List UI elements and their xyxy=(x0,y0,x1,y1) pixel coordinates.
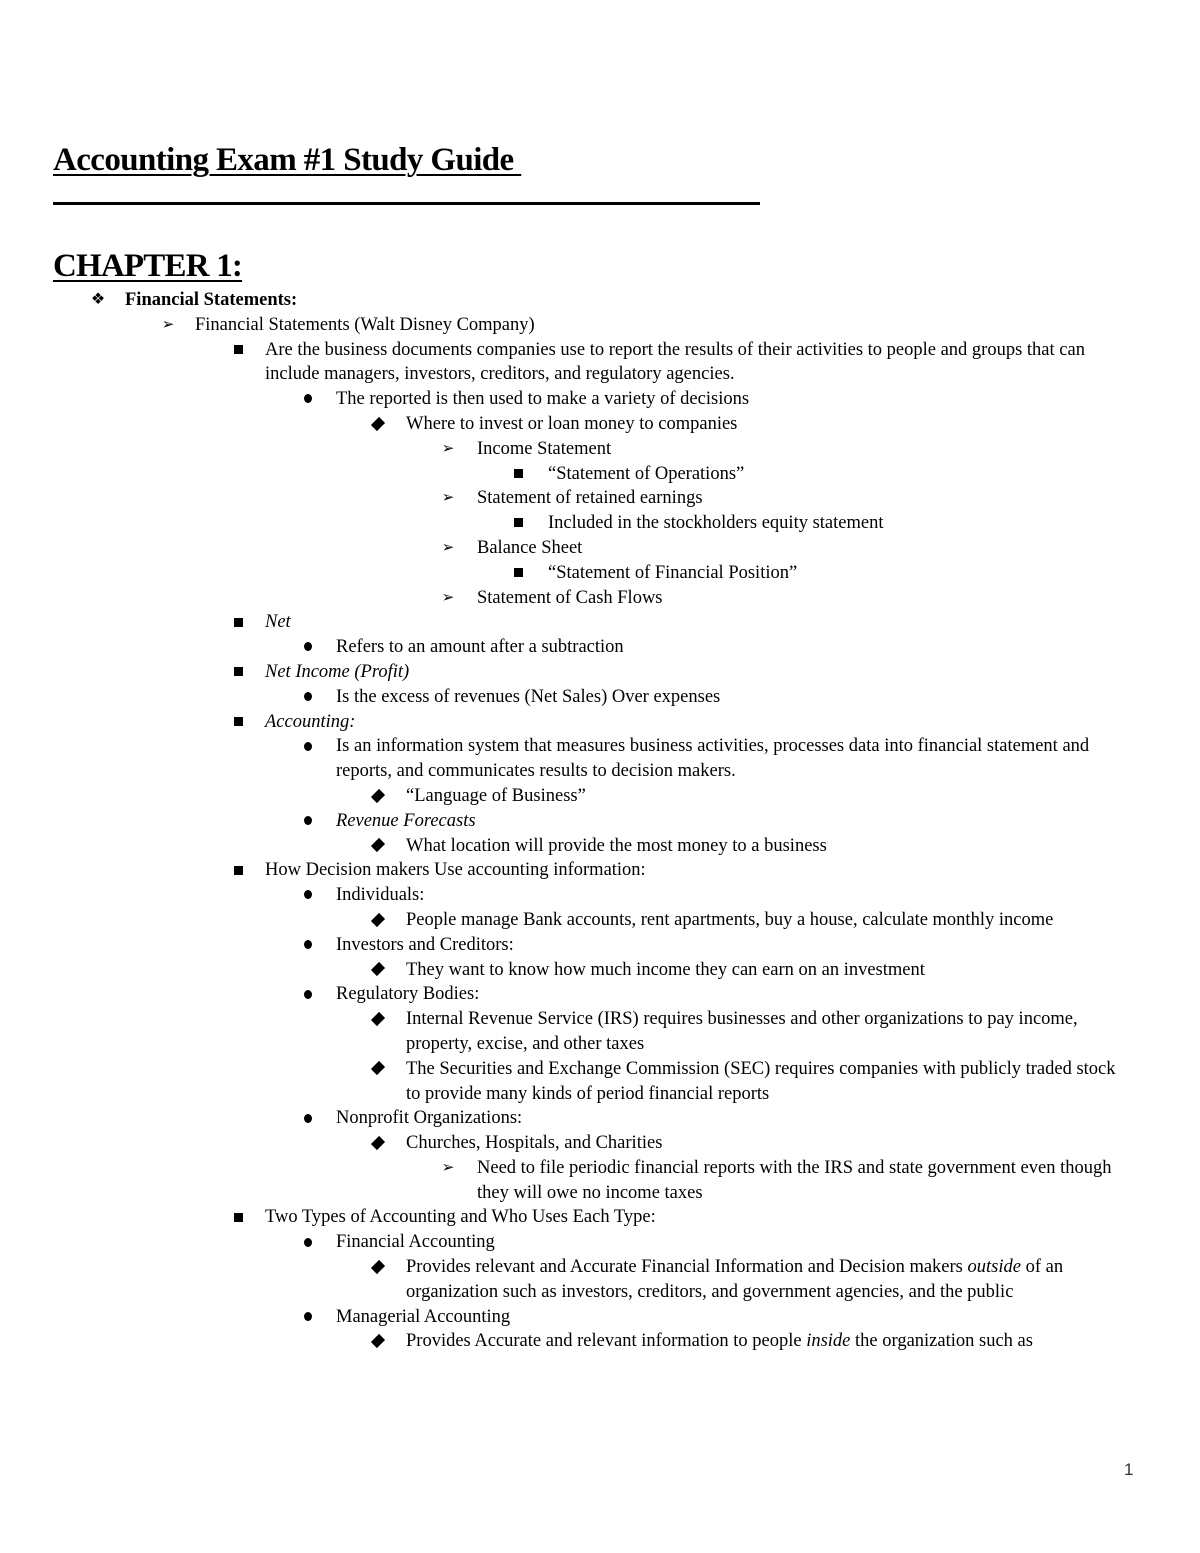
square-bullet-icon xyxy=(234,866,243,875)
section-label: Financial Statements: xyxy=(125,290,298,310)
outline-item xyxy=(0,1057,1200,1107)
bullet-marker xyxy=(368,908,388,933)
outline-item xyxy=(0,586,1200,611)
bullet-marker xyxy=(228,660,248,685)
outline-item xyxy=(0,437,1200,462)
outline-item-text xyxy=(125,288,1200,313)
square-bullet-icon xyxy=(234,618,243,627)
bullet-marker xyxy=(368,1057,388,1082)
outline-item xyxy=(0,734,1200,784)
square-bullet-icon xyxy=(234,345,243,354)
square-bullet-icon xyxy=(514,469,523,478)
diamond-bullet-icon xyxy=(371,838,385,852)
body-text: Nonprofit Organizations: xyxy=(336,1108,523,1129)
outline-item xyxy=(0,486,1200,511)
bullet-marker xyxy=(298,1305,318,1330)
body-text: Income Statement xyxy=(477,438,612,459)
body-text: People manage Bank accounts, rent apartments, buy a house, calculate monthly income xyxy=(406,909,1054,930)
body-text: The reported is then used to make a variety of decisions xyxy=(336,389,750,410)
bullet-marker xyxy=(368,1329,388,1354)
round-bullet-icon xyxy=(304,394,312,403)
bullet-marker xyxy=(368,784,388,809)
outline-item-text xyxy=(406,908,1128,933)
bullet-marker xyxy=(88,288,108,314)
bullet-marker xyxy=(368,1255,388,1280)
body-text: They want to know how much income they can earn on an investment xyxy=(406,959,925,980)
outline-item xyxy=(0,610,1200,635)
bullet-marker xyxy=(368,834,388,859)
outline-item xyxy=(0,685,1200,710)
body-text: Churches, Hospitals, and Charities xyxy=(406,1133,663,1154)
outline-item xyxy=(0,536,1200,561)
outline-item xyxy=(0,412,1200,437)
outline-item xyxy=(0,1156,1200,1206)
bullet-marker xyxy=(228,610,248,635)
bullet-marker xyxy=(228,338,248,363)
outline-item-text xyxy=(477,536,1120,561)
arrow-bullet-icon: ➢ xyxy=(441,440,455,457)
diamond-bullet-icon xyxy=(371,962,385,976)
body-text: Investors and Creditors: xyxy=(336,934,514,955)
outline-item xyxy=(0,982,1200,1007)
bullet-marker xyxy=(298,933,318,958)
outline-item-text xyxy=(195,313,1200,338)
outline-item-text xyxy=(336,734,1100,784)
chapter-heading: CHAPTER 1: xyxy=(53,248,243,284)
round-bullet-icon xyxy=(304,742,312,751)
diamond-bullet-icon xyxy=(371,1061,385,1075)
body-text: Balance Sheet xyxy=(477,537,583,558)
round-bullet-icon xyxy=(304,1238,312,1247)
outline-item xyxy=(0,958,1200,983)
diamond-bullet-icon xyxy=(371,1260,385,1274)
emphasis-text: Revenue Forecasts xyxy=(336,810,476,831)
bullet-marker xyxy=(298,982,318,1007)
square-bullet-icon xyxy=(234,1213,243,1222)
outline-item-text xyxy=(336,387,1100,412)
outline-item-text xyxy=(336,635,1100,660)
body-text: of an organization such as investors, creditors, and government agencies, and the public xyxy=(406,1257,1064,1302)
body-text: What location will provide the most money to a business xyxy=(406,835,827,856)
bullet-marker xyxy=(298,635,318,660)
arrow-bullet-icon: ➢ xyxy=(161,316,175,333)
diamond-bullet-icon xyxy=(371,417,385,431)
bullet-marker xyxy=(228,710,248,735)
arrow-bullet-icon: ➢ xyxy=(441,539,455,556)
emphasis-text: Accounting: xyxy=(265,711,356,732)
outline-item xyxy=(0,784,1200,809)
document-title: Accounting Exam #1 Study Guide xyxy=(53,142,522,178)
outline-item-text xyxy=(265,338,1100,388)
bullet-marker xyxy=(368,1131,388,1156)
body-text: Internal Revenue Service (IRS) requires businesses and other organizations to pay income, property, excise, and other taxes xyxy=(406,1009,1078,1054)
bullet-marker xyxy=(438,536,458,562)
outline-item-text xyxy=(265,610,1100,635)
title-divider xyxy=(53,202,760,205)
outline-item xyxy=(0,1106,1200,1131)
bullet-marker xyxy=(368,1007,388,1032)
bullet-marker xyxy=(228,1205,248,1230)
body-text: How Decision makers Use accounting information: xyxy=(265,860,646,881)
outline-item-text xyxy=(336,809,1100,834)
body-text: Provides Accurate and relevant information to people xyxy=(406,1331,807,1352)
bullet-marker xyxy=(298,883,318,908)
body-text: Where to invest or loan money to companies xyxy=(406,413,738,434)
outline-item xyxy=(0,1007,1200,1057)
outline-item-text xyxy=(477,486,1120,511)
body-text: Is the excess of revenues (Net Sales) Over expenses xyxy=(336,686,721,707)
outline-item-text xyxy=(406,834,1128,859)
outline-item xyxy=(0,834,1200,859)
outline-item xyxy=(0,1205,1200,1230)
square-bullet-icon xyxy=(234,667,243,676)
outline-item xyxy=(0,1305,1200,1330)
outline-item xyxy=(0,561,1200,586)
bullet-marker xyxy=(298,809,318,834)
body-text: Financial Statements (Walt Disney Company) xyxy=(195,314,535,335)
diamond-bullet-icon xyxy=(371,1012,385,1026)
round-bullet-icon xyxy=(304,816,312,825)
bullet-marker xyxy=(508,462,528,487)
round-bullet-icon xyxy=(304,940,312,949)
outline-list xyxy=(0,288,1200,1354)
outline-item-text xyxy=(406,1131,1128,1156)
bullet-marker xyxy=(438,586,458,612)
round-bullet-icon xyxy=(304,1114,312,1123)
bullet-marker xyxy=(438,437,458,463)
round-bullet-icon xyxy=(304,692,312,701)
body-text: Are the business documents companies use to report the results of their activities to people and groups that can include managers, investors, creditors, and regulatory agencies. xyxy=(265,339,1085,385)
outline-item xyxy=(0,635,1200,660)
outline-item xyxy=(0,660,1200,685)
bullet-marker xyxy=(298,685,318,710)
bullet-marker xyxy=(508,561,528,586)
bullet-marker xyxy=(508,511,528,536)
diamond-bullet-icon xyxy=(371,1136,385,1150)
outline-item-text xyxy=(406,958,1128,983)
outline-item-text xyxy=(548,511,1200,536)
outline-item xyxy=(0,462,1200,487)
round-bullet-icon xyxy=(304,890,312,899)
outline-item-text xyxy=(336,933,1100,958)
outline-item-text xyxy=(477,1156,1120,1206)
outline-item-text xyxy=(336,883,1100,908)
outline-item xyxy=(0,1255,1200,1305)
outline-item xyxy=(0,313,1200,338)
outline-item-text xyxy=(265,660,1100,685)
square-bullet-icon xyxy=(514,568,523,577)
outline-item-text xyxy=(406,1007,1128,1057)
outline-item-text xyxy=(406,1255,1128,1305)
outline-item xyxy=(0,908,1200,933)
emphasis-text: Net xyxy=(265,612,291,633)
outline-item xyxy=(0,288,1200,313)
outline-item-text xyxy=(548,462,1200,487)
bullet-marker xyxy=(298,1230,318,1255)
outline-item xyxy=(0,858,1200,883)
outline-item-text xyxy=(406,1057,1128,1107)
outline-item-text xyxy=(265,1205,1100,1230)
arrow-bullet-icon: ➢ xyxy=(441,589,455,606)
outline-item-text xyxy=(477,437,1120,462)
square-bullet-icon xyxy=(234,717,243,726)
diamond-bullet-icon xyxy=(371,913,385,927)
diamond-bullet-icon xyxy=(371,1334,385,1348)
body-text: Need to file periodic financial reports with the IRS and state government even though they will owe no income taxes xyxy=(477,1157,1112,1203)
outline-item xyxy=(0,1329,1200,1354)
arrow-bullet-icon: ➢ xyxy=(441,490,455,507)
round-bullet-icon xyxy=(304,642,312,651)
emphasis-text: Net Income (Profit) xyxy=(265,661,410,682)
outline-item-text xyxy=(548,561,1200,586)
bullet-marker xyxy=(298,1106,318,1131)
outline-item xyxy=(0,1131,1200,1156)
outline-item xyxy=(0,710,1200,735)
body-text: Statement of Cash Flows xyxy=(477,587,663,608)
body-text: The Securities and Exchange Commission (SEC) requires companies with publicly traded stock to provide many kinds of period financial reports xyxy=(406,1058,1116,1104)
outline-item xyxy=(0,511,1200,536)
body-text: Individuals: xyxy=(336,885,425,906)
outline-item-text xyxy=(265,710,1100,735)
body-text: Managerial Accounting xyxy=(336,1306,511,1327)
outline-item xyxy=(0,883,1200,908)
body-text: Included in the stockholders equity statement xyxy=(548,513,884,534)
bullet-marker xyxy=(368,958,388,983)
outline-item-text xyxy=(406,412,1128,437)
bullet-marker xyxy=(228,858,248,883)
body-text: Financial Accounting xyxy=(336,1232,495,1253)
outline-item xyxy=(0,933,1200,958)
outline-item xyxy=(0,1230,1200,1255)
body-text: Statement of retained earnings xyxy=(477,488,703,509)
body-text: “Statement of Financial Position” xyxy=(548,562,798,583)
page-number: 1 xyxy=(1124,1460,1134,1479)
emphasis-text: inside xyxy=(806,1331,851,1352)
diamond-bullet-icon xyxy=(371,789,385,803)
bullet-marker xyxy=(298,734,318,759)
four-diamond-bullet-icon: ❖ xyxy=(90,291,106,308)
arrow-bullet-icon: ➢ xyxy=(441,1159,455,1176)
outline-item-text xyxy=(477,586,1120,611)
body-text: the organization such as xyxy=(850,1331,1033,1352)
outline-item xyxy=(0,387,1200,412)
bullet-marker xyxy=(438,486,458,512)
body-text: Is an information system that measures business activities, processes data into financial statement and reports, and communicates results to decision makers. xyxy=(336,736,1090,782)
outline-item-text xyxy=(406,784,1128,809)
bullet-marker xyxy=(298,387,318,412)
body-text: “Language of Business” xyxy=(406,785,586,806)
outline-item-text xyxy=(406,1329,1128,1354)
bullet-marker xyxy=(158,313,178,339)
bullet-marker xyxy=(368,412,388,437)
body-text: Refers to an amount after a subtraction xyxy=(336,637,624,658)
outline-item-text xyxy=(336,1106,1100,1131)
body-text: Regulatory Bodies: xyxy=(336,984,480,1005)
round-bullet-icon xyxy=(304,1312,312,1321)
body-text: “Statement of Operations” xyxy=(548,463,745,484)
outline-item xyxy=(0,809,1200,834)
outline-item xyxy=(0,338,1200,388)
outline-item-text xyxy=(336,1230,1100,1255)
body-text: Provides relevant and Accurate Financial Information and Decision makers xyxy=(406,1257,968,1278)
outline-item-text xyxy=(265,858,1100,883)
square-bullet-icon xyxy=(514,518,523,527)
body-text: Two Types of Accounting and Who Uses Each Type: xyxy=(265,1207,656,1228)
round-bullet-icon xyxy=(304,990,312,999)
outline-item-text xyxy=(336,1305,1100,1330)
emphasis-text: outside xyxy=(967,1257,1021,1278)
bullet-marker xyxy=(438,1156,458,1182)
outline-item-text xyxy=(336,685,1100,710)
outline-item-text xyxy=(336,982,1100,1007)
